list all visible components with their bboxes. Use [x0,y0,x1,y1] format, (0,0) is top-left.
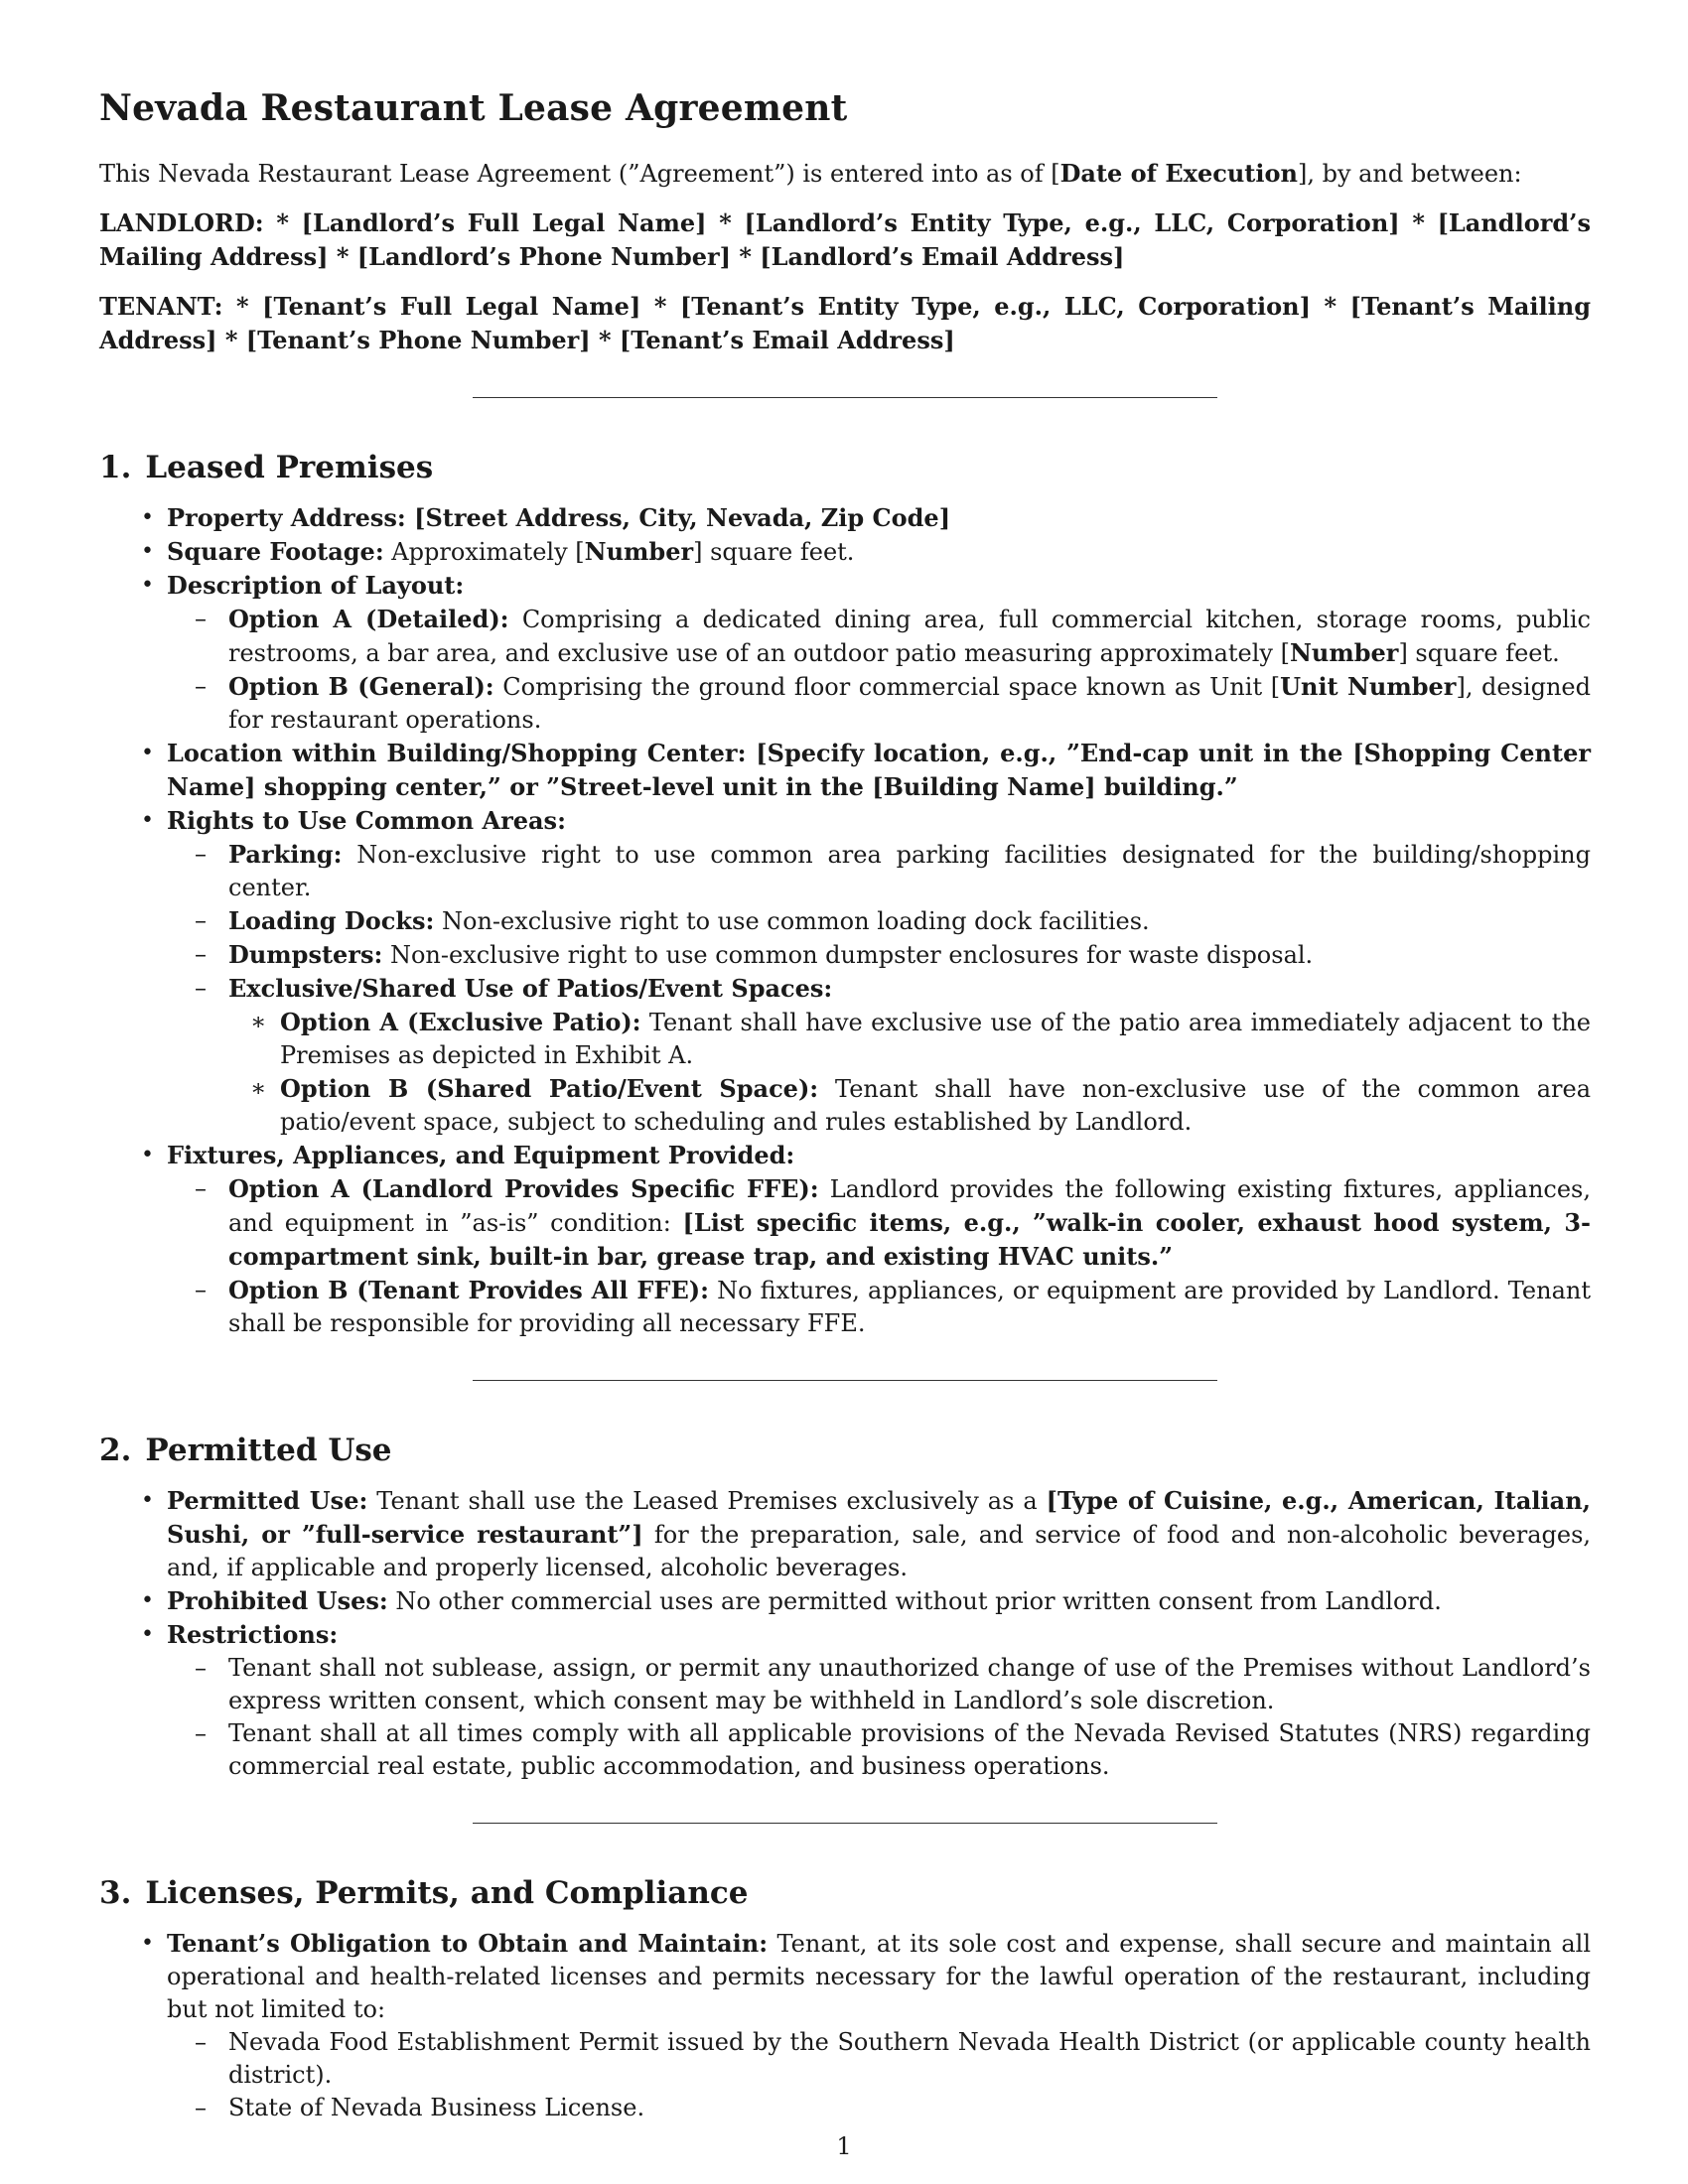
item-label: Location within Building/Shopping Center: [167,739,747,767]
common-area-patios [167,972,1591,1139]
item-label: Option B (Tenant Provides All FFE): [228,1276,709,1304]
item-label: Tenant’s Obligation to Obtain and Maintain: [167,1929,769,1958]
item-label: Dumpsters: [228,940,383,969]
section-number: 3. [99,1875,132,1911]
tenant-paragraph [99,290,1591,357]
list-item-restrictions [99,1618,1591,1783]
item-text: ], designed for restaurant operations. [228,673,1591,734]
ffe-options [167,1172,1591,1340]
item-text: Non-exclusive right to use common loading dock facilities. [434,907,1150,935]
item-label: Restrictions: [167,1620,339,1649]
item-text: for the preparation, sale, and service of food and non-alcoholic beverages, and, if applicable and properly licensed, alcoholic beverages. [167,1521,1592,1581]
item-label: Square Footage: [167,537,384,566]
layout-option-a [167,603,1591,670]
item-value: [Street Address, City, Nevada, Zip Code] [405,503,951,532]
landlord-paragraph [99,206,1591,274]
license-item: – State of Nevada Business License. [167,2092,1591,2124]
item-label: Option B (Shared Patio/Event Space): [280,1074,819,1103]
common-area-dumpsters [167,938,1591,972]
document-page [99,87,1591,2124]
item-text: Non-exclusive right to use common area parking facilities designated for the building/shopping center. [228,841,1591,901]
landlord-details: * [Landlord’s Full Legal Name] * [Landlord’s Entity Type, e.g., LLC, Corporation] * [Landlord’s Mailing Address] * [Landlord’s Phone Number] * [Landlord’s Email Address] [99,208,1591,271]
list-item-tenant-obligation [99,1927,1591,2124]
item-text: No fixtures, appliances, or equipment are provided by Landlord. Tenant shall be responsible for providing all necessary FFE. [228,1277,1591,1337]
restriction-item: – Tenant shall not sublease, assign, or permit any unauthorized change of use of the Premises without Landlord’s express written consent, which consent may be withheld in Landlord’s sole discretion. [167,1652,1591,1717]
section-divider [473,397,1217,398]
execution-date-placeholder: Date of Execution [1059,159,1298,188]
item-label: Option A (Exclusive Patio): [280,1008,641,1036]
tenant-label: TENANT: [99,292,223,321]
item-value: Number [1289,638,1399,667]
item-label: Rights to Use Common Areas: [167,806,566,835]
section-3-list [99,1927,1591,2124]
list-item-location [99,737,1591,804]
list-item-square-footage [99,535,1591,569]
item-text: Tenant shall use the Leased Premises exclusively as a [367,1487,1047,1515]
item-label: Description of Layout: [167,571,465,600]
patio-option-a [228,1006,1591,1072]
list-item-property-address [99,501,1591,535]
list-item-prohibited-uses [99,1584,1591,1618]
item-label: Option A (Detailed): [228,605,509,633]
item-value: [Type of Cuisine, e.g., American, Italian, Sushi, or ”full-service restaurant”] [167,1486,1591,1549]
layout-options [167,603,1591,737]
item-text: Tenant, at its sole cost and expense, shall secure and maintain all operational and health-related licenses and permits necessary for the lawful operation of the restaurant, including but not limited to: [167,1930,1592,2023]
list-item-ffe [99,1139,1591,1340]
ffe-option-b [167,1274,1591,1340]
item-value: [List specific items, e.g., ”walk-in cooler, exhaust hood system, 3-compartment sink, built-in bar, grease trap, and existing HVAC units.” [228,1208,1591,1271]
section-2-heading [99,1433,1591,1468]
section-1-heading [99,450,1591,485]
landlord-label: LANDLORD: [99,208,264,237]
list-item-layout [99,569,1591,737]
item-text: Tenant shall have exclusive use of the patio area immediately adjacent to the Premises as depicted in Exhibit A. [280,1009,1591,1069]
ffe-option-a [167,1172,1591,1274]
intro-suffix: ], by and between: [1297,160,1522,188]
item-label: Exclusive/Shared Use of Patios/Event Spaces: [228,974,833,1003]
license-list [167,2026,1591,2124]
item-text: Comprising a dedicated dining area, full commercial kitchen, storage rooms, public restrooms, a bar area, and exclusive use of an outdoor patio measuring approximately [ [228,606,1591,667]
list-item-permitted-use [99,1484,1591,1584]
item-text: No other commercial uses are permitted without prior written consent from Landlord. [387,1587,1442,1615]
common-area-list [167,838,1591,1139]
page-number: 1 [836,2132,852,2160]
section-title: Permitted Use [145,1433,392,1468]
item-value: Number [584,537,694,566]
section-3-heading [99,1875,1591,1911]
tenant-details: * [Tenant’s Full Legal Name] * [Tenant’s Entity Type, e.g., LLC, Corporation] * [Tenant’s Mailing Address] * [Tenant’s Phone Number] * [Tenant’s Email Address] [99,292,1591,354]
item-text: Tenant shall have non-exclusive use of the common area patio/event space, subject to scheduling and rules established by Landlord. [280,1075,1592,1136]
item-text: ] square feet. [1398,639,1560,667]
patio-options [228,1006,1591,1139]
item-label: Fixtures, Appliances, and Equipment Provided: [167,1141,795,1169]
item-label: Loading Docks: [228,906,435,935]
item-label: Option B (General): [228,672,494,701]
section-divider [473,1380,1217,1381]
intro-paragraph [99,157,1591,191]
common-area-loading-docks [167,904,1591,938]
layout-option-b [167,670,1591,737]
item-text: Comprising the ground floor commercial space known as Unit [ [493,673,1281,701]
restrictions-list [167,1652,1591,1783]
item-label: Parking: [228,840,343,869]
license-item: – Nevada Food Establishment Permit issued by the Southern Nevada Health District (or applicable county health district). [167,2026,1591,2092]
item-text: Landlord provides the following existing fixtures, appliances, and equipment in ”as-is” condition: [228,1175,1591,1237]
item-label: Prohibited Uses: [167,1586,388,1615]
item-label: Option A (Landlord Provides Specific FFE): [228,1174,819,1203]
section-number: 2. [99,1433,132,1468]
section-2-list [99,1484,1591,1783]
section-1-list [99,501,1591,1340]
item-value: [Specify location, e.g., ”End-cap unit in the [Shopping Center Name] shopping center,” or ”Street-level unit in the [Building Name] building.” [167,739,1591,801]
patio-option-b [228,1072,1591,1139]
item-text: Approximately [ [383,538,585,566]
common-area-parking [167,838,1591,904]
item-label: Permitted Use: [167,1486,368,1515]
item-text: Non-exclusive right to use common dumpster enclosures for waste disposal. [382,941,1314,969]
section-divider [473,1823,1217,1824]
item-label: Property Address: [167,503,406,532]
section-title: Licenses, Permits, and Compliance [145,1875,749,1911]
restriction-item: – Tenant shall at all times comply with all applicable provisions of the Nevada Revised Statutes (NRS) regarding commercial real estate, public accommodation, and business operations. [167,1717,1591,1783]
section-title: Leased Premises [145,450,434,485]
list-item-common-areas [99,804,1591,1139]
item-value: Unit Number [1280,672,1457,701]
section-number: 1. [99,450,132,485]
intro-prefix: This Nevada Restaurant Lease Agreement (”Agreement”) is entered into as of [ [99,160,1060,188]
document-title: Nevada Restaurant Lease Agreement [99,87,848,129]
item-text: ] square feet. [693,538,855,566]
